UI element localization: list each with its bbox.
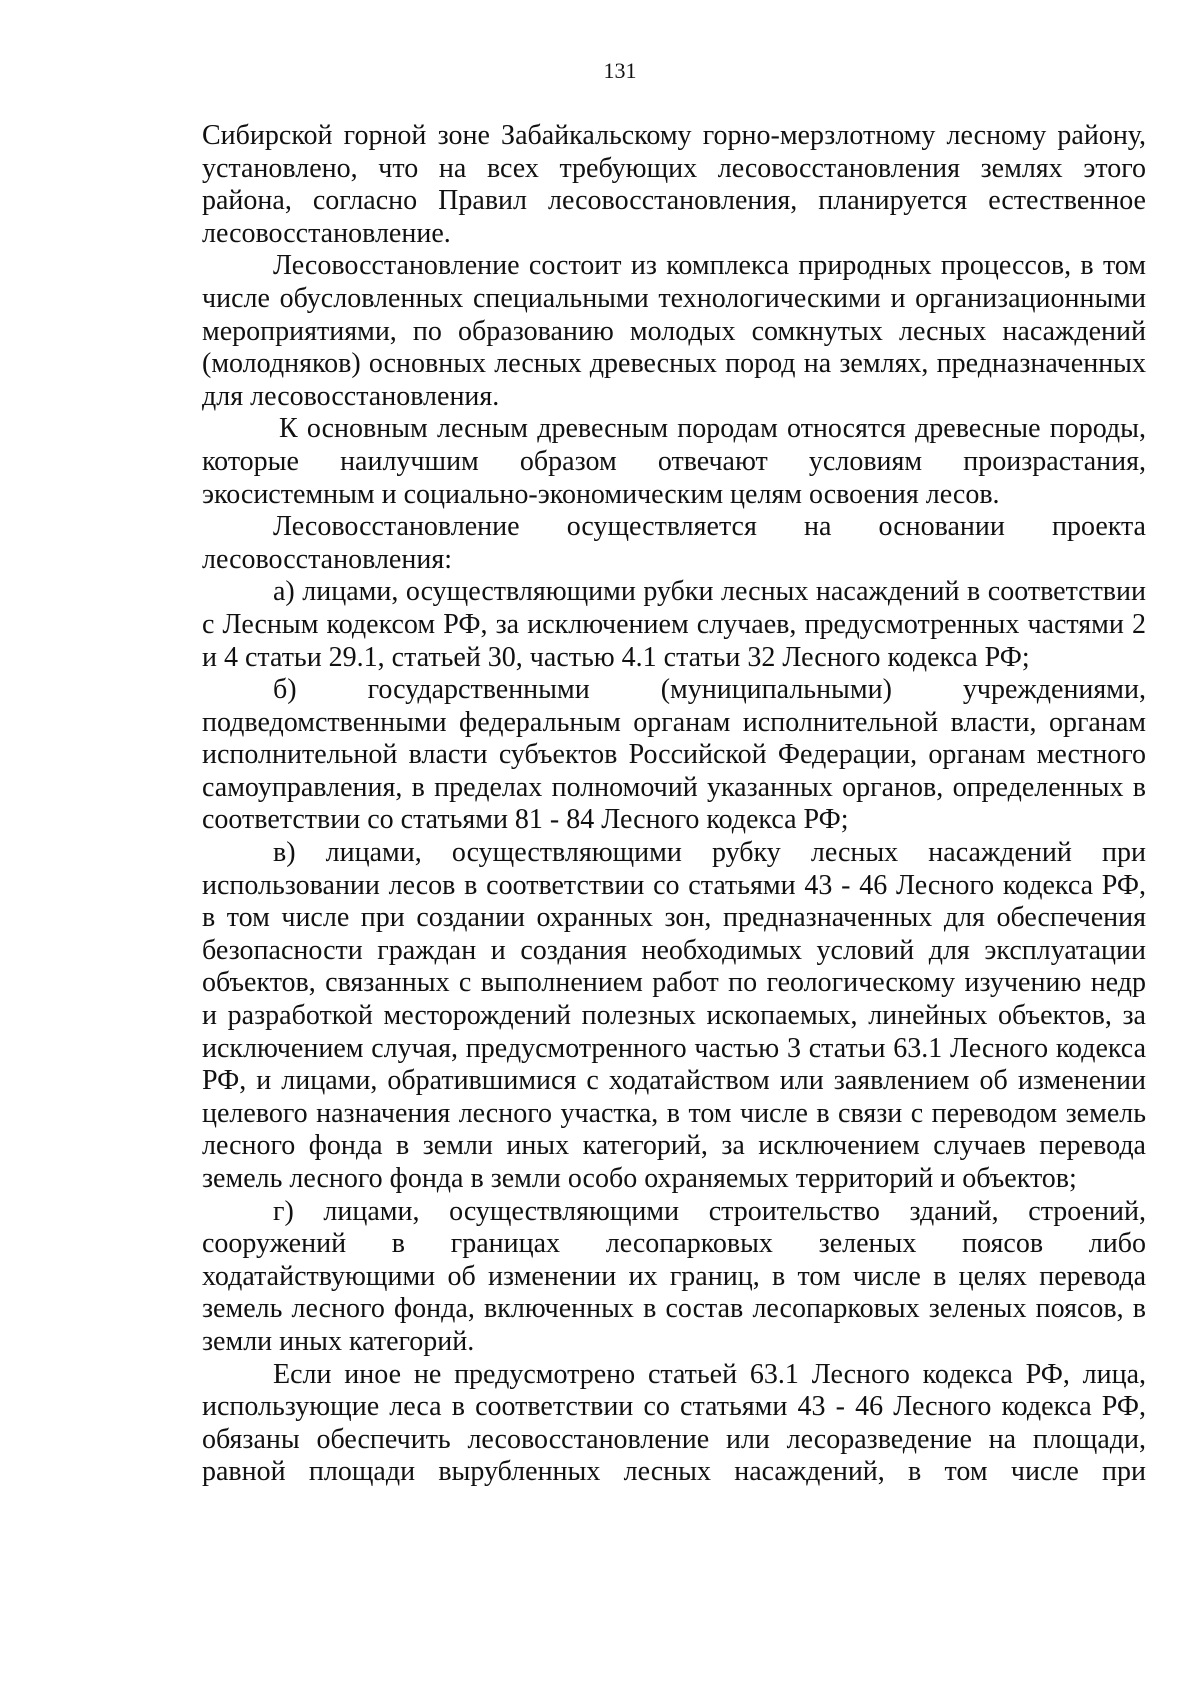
document-body	[202, 120, 1146, 1489]
paragraph-reforestation-definition: Лесовосстановление состоит из комплекса природных процессов, в том числе обусловленных специальными технологическими и организационными мероприятиями, по образованию молодых сомкнутых лесных насаждений (молодняков) основных лесных древесных пород на землях, предназначенных для лесовосстановления.	[202, 250, 1146, 412]
page-number: 131	[603, 58, 637, 83]
paragraph-main-species: К основным лесным древесным породам относятся древесные породы, которые наилучшим образом отвечают условиям произрастания, экосистемным и социально-экономическим целям освоения лесов.	[202, 413, 1146, 510]
list-item-v: в) лицами, осуществляющими рубку лесных насаждений при использовании лесов в соответствии со статьями 43 - 46 Лесного кодекса РФ, в том числе при создании охранных зон, предназначенных для обеспечения безопасности граждан и создания необходимых условий для эксплуатации объектов, связанных с выполнением работ по геологическому изучению недр и разработкой месторождений полезных ископаемых, линейных объектов, за исключением случая, предусмотренного частью 3 статьи 63.1 Лесного кодекса РФ, и лицами, обратившимися с ходатайством или заявлением об изменении целевого назначения лесного участка, в том числе в связи с переводом земель лесного фонда в земли иных категорий, за исключением случаев перевода земель лесного фонда в земли особо охраняемых территорий и объектов;	[202, 837, 1146, 1194]
list-item-a: а) лицами, осуществляющими рубки лесных насаждений в соответствии с Лесным кодексом РФ, за исключением случаев, предусмотренных частями 2 и 4 статьи 29.1, статьей 30, частью 4.1 статьи 32 Лесного кодекса РФ;	[202, 576, 1146, 673]
paragraph-zone-continuation: Сибирской горной зоне Забайкальскому горно-мерзлотному лесному району, установлено, что на всех требующих лесовосстановления землях этого района, согласно Правил лесовосстановления, планируется естественное лесовосстановление.	[202, 120, 1146, 249]
list-item-b: б) государственными (муниципальными) учреждениями, подведомственными федеральным органам исполнительной власти, органам исполнительной власти субъектов Российской Федерации, органам местного самоуправления, в пределах полномочий указанных органов, определенных в соответствии со статьями 81 - 84 Лесного кодекса РФ;	[202, 674, 1146, 836]
list-item-g: г) лицами, осуществляющими строительство зданий, строений, сооружений в границах лесопарковых зеленых поясов либо ходатайствующими об изменении их границ, в том числе в целях перевода земель лесного фонда, включенных в состав лесопарковых зеленых поясов, в земли иных категорий.	[202, 1195, 1146, 1357]
paragraph-obligation: Если иное не предусмотрено статьей 63.1 Лесного кодекса РФ, лица, использующие леса в соответствии со статьями 43 - 46 Лесного кодекса РФ, обязаны обеспечить лесовосстановление или лесоразведение на площади, равной площади вырубленных лесных насаждений, в том числе при	[202, 1358, 1146, 1488]
paragraph-project-basis: Лесовосстановление осуществляется на основании проекта лесовосстановления:	[202, 511, 1146, 575]
